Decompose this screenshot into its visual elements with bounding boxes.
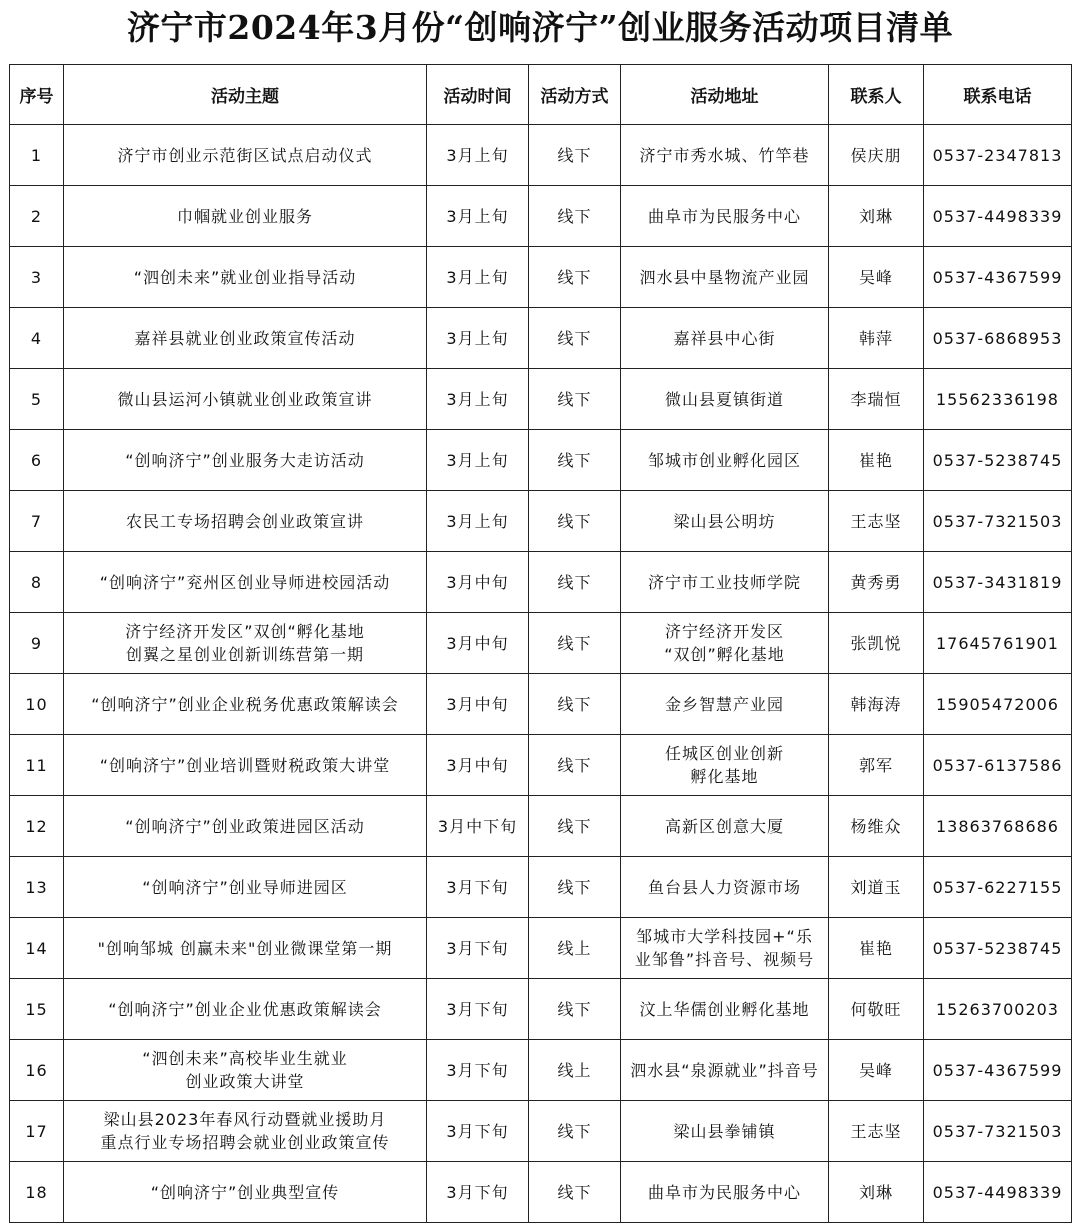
cell-phone: 15562336198 xyxy=(924,369,1072,430)
cell-mode: 线上 xyxy=(529,1040,621,1101)
cell-time: 3月中旬 xyxy=(427,735,529,796)
cell-no: 14 xyxy=(10,918,64,979)
cell-phone: 0537-6868953 xyxy=(924,308,1072,369)
cell-mode: 线下 xyxy=(529,552,621,613)
table-row xyxy=(10,918,1072,979)
header-address: 活动地址 xyxy=(621,65,829,125)
cell-time: 3月下旬 xyxy=(427,1101,529,1162)
cell-phone: 0537-7321503 xyxy=(924,491,1072,552)
cell-topic: 巾帼就业创业服务 xyxy=(64,186,427,247)
cell-contact: 李瑞恒 xyxy=(829,369,924,430)
cell-time: 3月下旬 xyxy=(427,1040,529,1101)
table-row xyxy=(10,613,1072,674)
cell-topic: “泗创未来”高校毕业生就业 创业政策大讲堂 xyxy=(64,1040,427,1101)
cell-address: 梁山县拳铺镇 xyxy=(621,1101,829,1162)
cell-address: 任城区创业创新 孵化基地 xyxy=(621,735,829,796)
cell-no: 1 xyxy=(10,125,64,186)
cell-contact: 张凯悦 xyxy=(829,613,924,674)
cell-time: 3月上旬 xyxy=(427,247,529,308)
cell-address: 曲阜市为民服务中心 xyxy=(621,1162,829,1223)
cell-address: 高新区创意大厦 xyxy=(621,796,829,857)
cell-contact: 吴峰 xyxy=(829,1040,924,1101)
table-row xyxy=(10,735,1072,796)
cell-topic: 济宁经济开发区”双创“孵化基地 创翼之星创业创新训练营第一期 xyxy=(64,613,427,674)
cell-mode: 线下 xyxy=(529,369,621,430)
table-header-row xyxy=(10,65,1072,125)
cell-no: 2 xyxy=(10,186,64,247)
cell-mode: 线下 xyxy=(529,857,621,918)
cell-no: 7 xyxy=(10,491,64,552)
header-topic: 活动主题 xyxy=(64,65,427,125)
cell-topic: 梁山县2023年春风行动暨就业援助月 重点行业专场招聘会就业创业政策宣传 xyxy=(64,1101,427,1162)
header-no: 序号 xyxy=(10,65,64,125)
cell-address: 济宁市秀水城、竹竿巷 xyxy=(621,125,829,186)
cell-address: 嘉祥县中心街 xyxy=(621,308,829,369)
cell-no: 12 xyxy=(10,796,64,857)
cell-address: 微山县夏镇街道 xyxy=(621,369,829,430)
table-row xyxy=(10,674,1072,735)
cell-mode: 线下 xyxy=(529,125,621,186)
cell-time: 3月上旬 xyxy=(427,430,529,491)
cell-address: 济宁经济开发区 “双创”孵化基地 xyxy=(621,613,829,674)
cell-contact: 韩海涛 xyxy=(829,674,924,735)
cell-topic: “创响济宁”创业典型宣传 xyxy=(64,1162,427,1223)
cell-time: 3月中下旬 xyxy=(427,796,529,857)
cell-mode: 线下 xyxy=(529,308,621,369)
cell-topic: 农民工专场招聘会创业政策宣讲 xyxy=(64,491,427,552)
activity-table xyxy=(9,64,1072,1223)
cell-mode: 线上 xyxy=(529,918,621,979)
cell-address: 邹城市创业孵化园区 xyxy=(621,430,829,491)
cell-mode: 线下 xyxy=(529,796,621,857)
cell-topic: “创响济宁”创业导师进园区 xyxy=(64,857,427,918)
cell-contact: 刘琳 xyxy=(829,1162,924,1223)
cell-phone: 15905472006 xyxy=(924,674,1072,735)
cell-phone: 0537-4498339 xyxy=(924,1162,1072,1223)
cell-contact: 王志坚 xyxy=(829,1101,924,1162)
cell-time: 3月上旬 xyxy=(427,491,529,552)
table-row xyxy=(10,369,1072,430)
cell-topic: “创响济宁”兖州区创业导师进校园活动 xyxy=(64,552,427,613)
header-phone: 联系电话 xyxy=(924,65,1072,125)
cell-contact: 崔艳 xyxy=(829,430,924,491)
cell-phone: 0537-4367599 xyxy=(924,1040,1072,1101)
table-row xyxy=(10,1101,1072,1162)
cell-topic: “创响济宁”创业服务大走访活动 xyxy=(64,430,427,491)
cell-no: 15 xyxy=(10,979,64,1040)
cell-contact: 黄秀勇 xyxy=(829,552,924,613)
table-row xyxy=(10,308,1072,369)
cell-time: 3月上旬 xyxy=(427,186,529,247)
cell-phone: 0537-3431819 xyxy=(924,552,1072,613)
cell-no: 8 xyxy=(10,552,64,613)
cell-topic: 微山县运河小镇就业创业政策宣讲 xyxy=(64,369,427,430)
cell-mode: 线下 xyxy=(529,674,621,735)
cell-address: 泗水县中垦物流产业园 xyxy=(621,247,829,308)
cell-phone: 13863768686 xyxy=(924,796,1072,857)
cell-address: 曲阜市为民服务中心 xyxy=(621,186,829,247)
cell-address: 泗水县“泉源就业”抖音号 xyxy=(621,1040,829,1101)
cell-address: 汶上华儒创业孵化基地 xyxy=(621,979,829,1040)
cell-time: 3月上旬 xyxy=(427,308,529,369)
cell-mode: 线下 xyxy=(529,430,621,491)
cell-no: 11 xyxy=(10,735,64,796)
cell-address: 梁山县公明坊 xyxy=(621,491,829,552)
table-row xyxy=(10,491,1072,552)
cell-phone: 0537-4498339 xyxy=(924,186,1072,247)
cell-contact: 崔艳 xyxy=(829,918,924,979)
cell-contact: 吴峰 xyxy=(829,247,924,308)
cell-time: 3月下旬 xyxy=(427,1162,529,1223)
cell-time: 3月下旬 xyxy=(427,979,529,1040)
table-row xyxy=(10,796,1072,857)
cell-address: 邹城市大学科技园+“乐 业邹鲁”抖音号、视频号 xyxy=(621,918,829,979)
cell-contact: 刘琳 xyxy=(829,186,924,247)
cell-time: 3月上旬 xyxy=(427,369,529,430)
cell-phone: 0537-6137586 xyxy=(924,735,1072,796)
cell-phone: 0537-4367599 xyxy=(924,247,1072,308)
cell-contact: 郭军 xyxy=(829,735,924,796)
cell-topic: “创响济宁”创业政策进园区活动 xyxy=(64,796,427,857)
cell-mode: 线下 xyxy=(529,1162,621,1223)
cell-topic: “创响济宁”创业培训暨财税政策大讲堂 xyxy=(64,735,427,796)
cell-mode: 线下 xyxy=(529,247,621,308)
cell-contact: 侯庆朋 xyxy=(829,125,924,186)
table-row xyxy=(10,1040,1072,1101)
cell-phone: 0537-5238745 xyxy=(924,918,1072,979)
cell-phone: 15263700203 xyxy=(924,979,1072,1040)
cell-no: 13 xyxy=(10,857,64,918)
cell-phone: 0537-6227155 xyxy=(924,857,1072,918)
table-row xyxy=(10,186,1072,247)
cell-contact: 王志坚 xyxy=(829,491,924,552)
cell-mode: 线下 xyxy=(529,491,621,552)
cell-address: 济宁市工业技师学院 xyxy=(621,552,829,613)
table-row xyxy=(10,979,1072,1040)
table-row xyxy=(10,1162,1072,1223)
header-mode: 活动方式 xyxy=(529,65,621,125)
cell-no: 16 xyxy=(10,1040,64,1101)
cell-contact: 杨维众 xyxy=(829,796,924,857)
cell-mode: 线下 xyxy=(529,1101,621,1162)
cell-no: 3 xyxy=(10,247,64,308)
table-row xyxy=(10,430,1072,491)
cell-time: 3月中旬 xyxy=(427,674,529,735)
cell-topic: 济宁市创业示范街区试点启动仪式 xyxy=(64,125,427,186)
cell-address: 金乡智慧产业园 xyxy=(621,674,829,735)
cell-no: 10 xyxy=(10,674,64,735)
document-title: 济宁市2024年3月份“创响济宁”创业服务活动项目清单 xyxy=(126,8,954,47)
cell-no: 18 xyxy=(10,1162,64,1223)
cell-no: 9 xyxy=(10,613,64,674)
cell-no: 5 xyxy=(10,369,64,430)
header-contact: 联系人 xyxy=(829,65,924,125)
cell-contact: 何敬旺 xyxy=(829,979,924,1040)
cell-topic: "创响邹城 创赢未来"创业微课堂第一期 xyxy=(64,918,427,979)
cell-no: 4 xyxy=(10,308,64,369)
table-row xyxy=(10,125,1072,186)
table-row xyxy=(10,857,1072,918)
table-body xyxy=(10,125,1072,1223)
cell-time: 3月下旬 xyxy=(427,857,529,918)
cell-contact: 刘道玉 xyxy=(829,857,924,918)
cell-contact: 韩萍 xyxy=(829,308,924,369)
cell-address: 鱼台县人力资源市场 xyxy=(621,857,829,918)
table-row xyxy=(10,247,1072,308)
table-row xyxy=(10,552,1072,613)
cell-no: 6 xyxy=(10,430,64,491)
cell-topic: 嘉祥县就业创业政策宣传活动 xyxy=(64,308,427,369)
cell-mode: 线下 xyxy=(529,735,621,796)
cell-phone: 0537-7321503 xyxy=(924,1101,1072,1162)
cell-no: 17 xyxy=(10,1101,64,1162)
cell-mode: 线下 xyxy=(529,613,621,674)
cell-topic: “泗创未来”就业创业指导活动 xyxy=(64,247,427,308)
cell-phone: 17645761901 xyxy=(924,613,1072,674)
cell-topic: “创响济宁”创业企业税务优惠政策解读会 xyxy=(64,674,427,735)
cell-phone: 0537-2347813 xyxy=(924,125,1072,186)
cell-time: 3月上旬 xyxy=(427,125,529,186)
header-time: 活动时间 xyxy=(427,65,529,125)
cell-mode: 线下 xyxy=(529,186,621,247)
cell-time: 3月下旬 xyxy=(427,918,529,979)
cell-phone: 0537-5238745 xyxy=(924,430,1072,491)
cell-mode: 线下 xyxy=(529,979,621,1040)
cell-topic: “创响济宁”创业企业优惠政策解读会 xyxy=(64,979,427,1040)
cell-time: 3月中旬 xyxy=(427,552,529,613)
cell-time: 3月中旬 xyxy=(427,613,529,674)
